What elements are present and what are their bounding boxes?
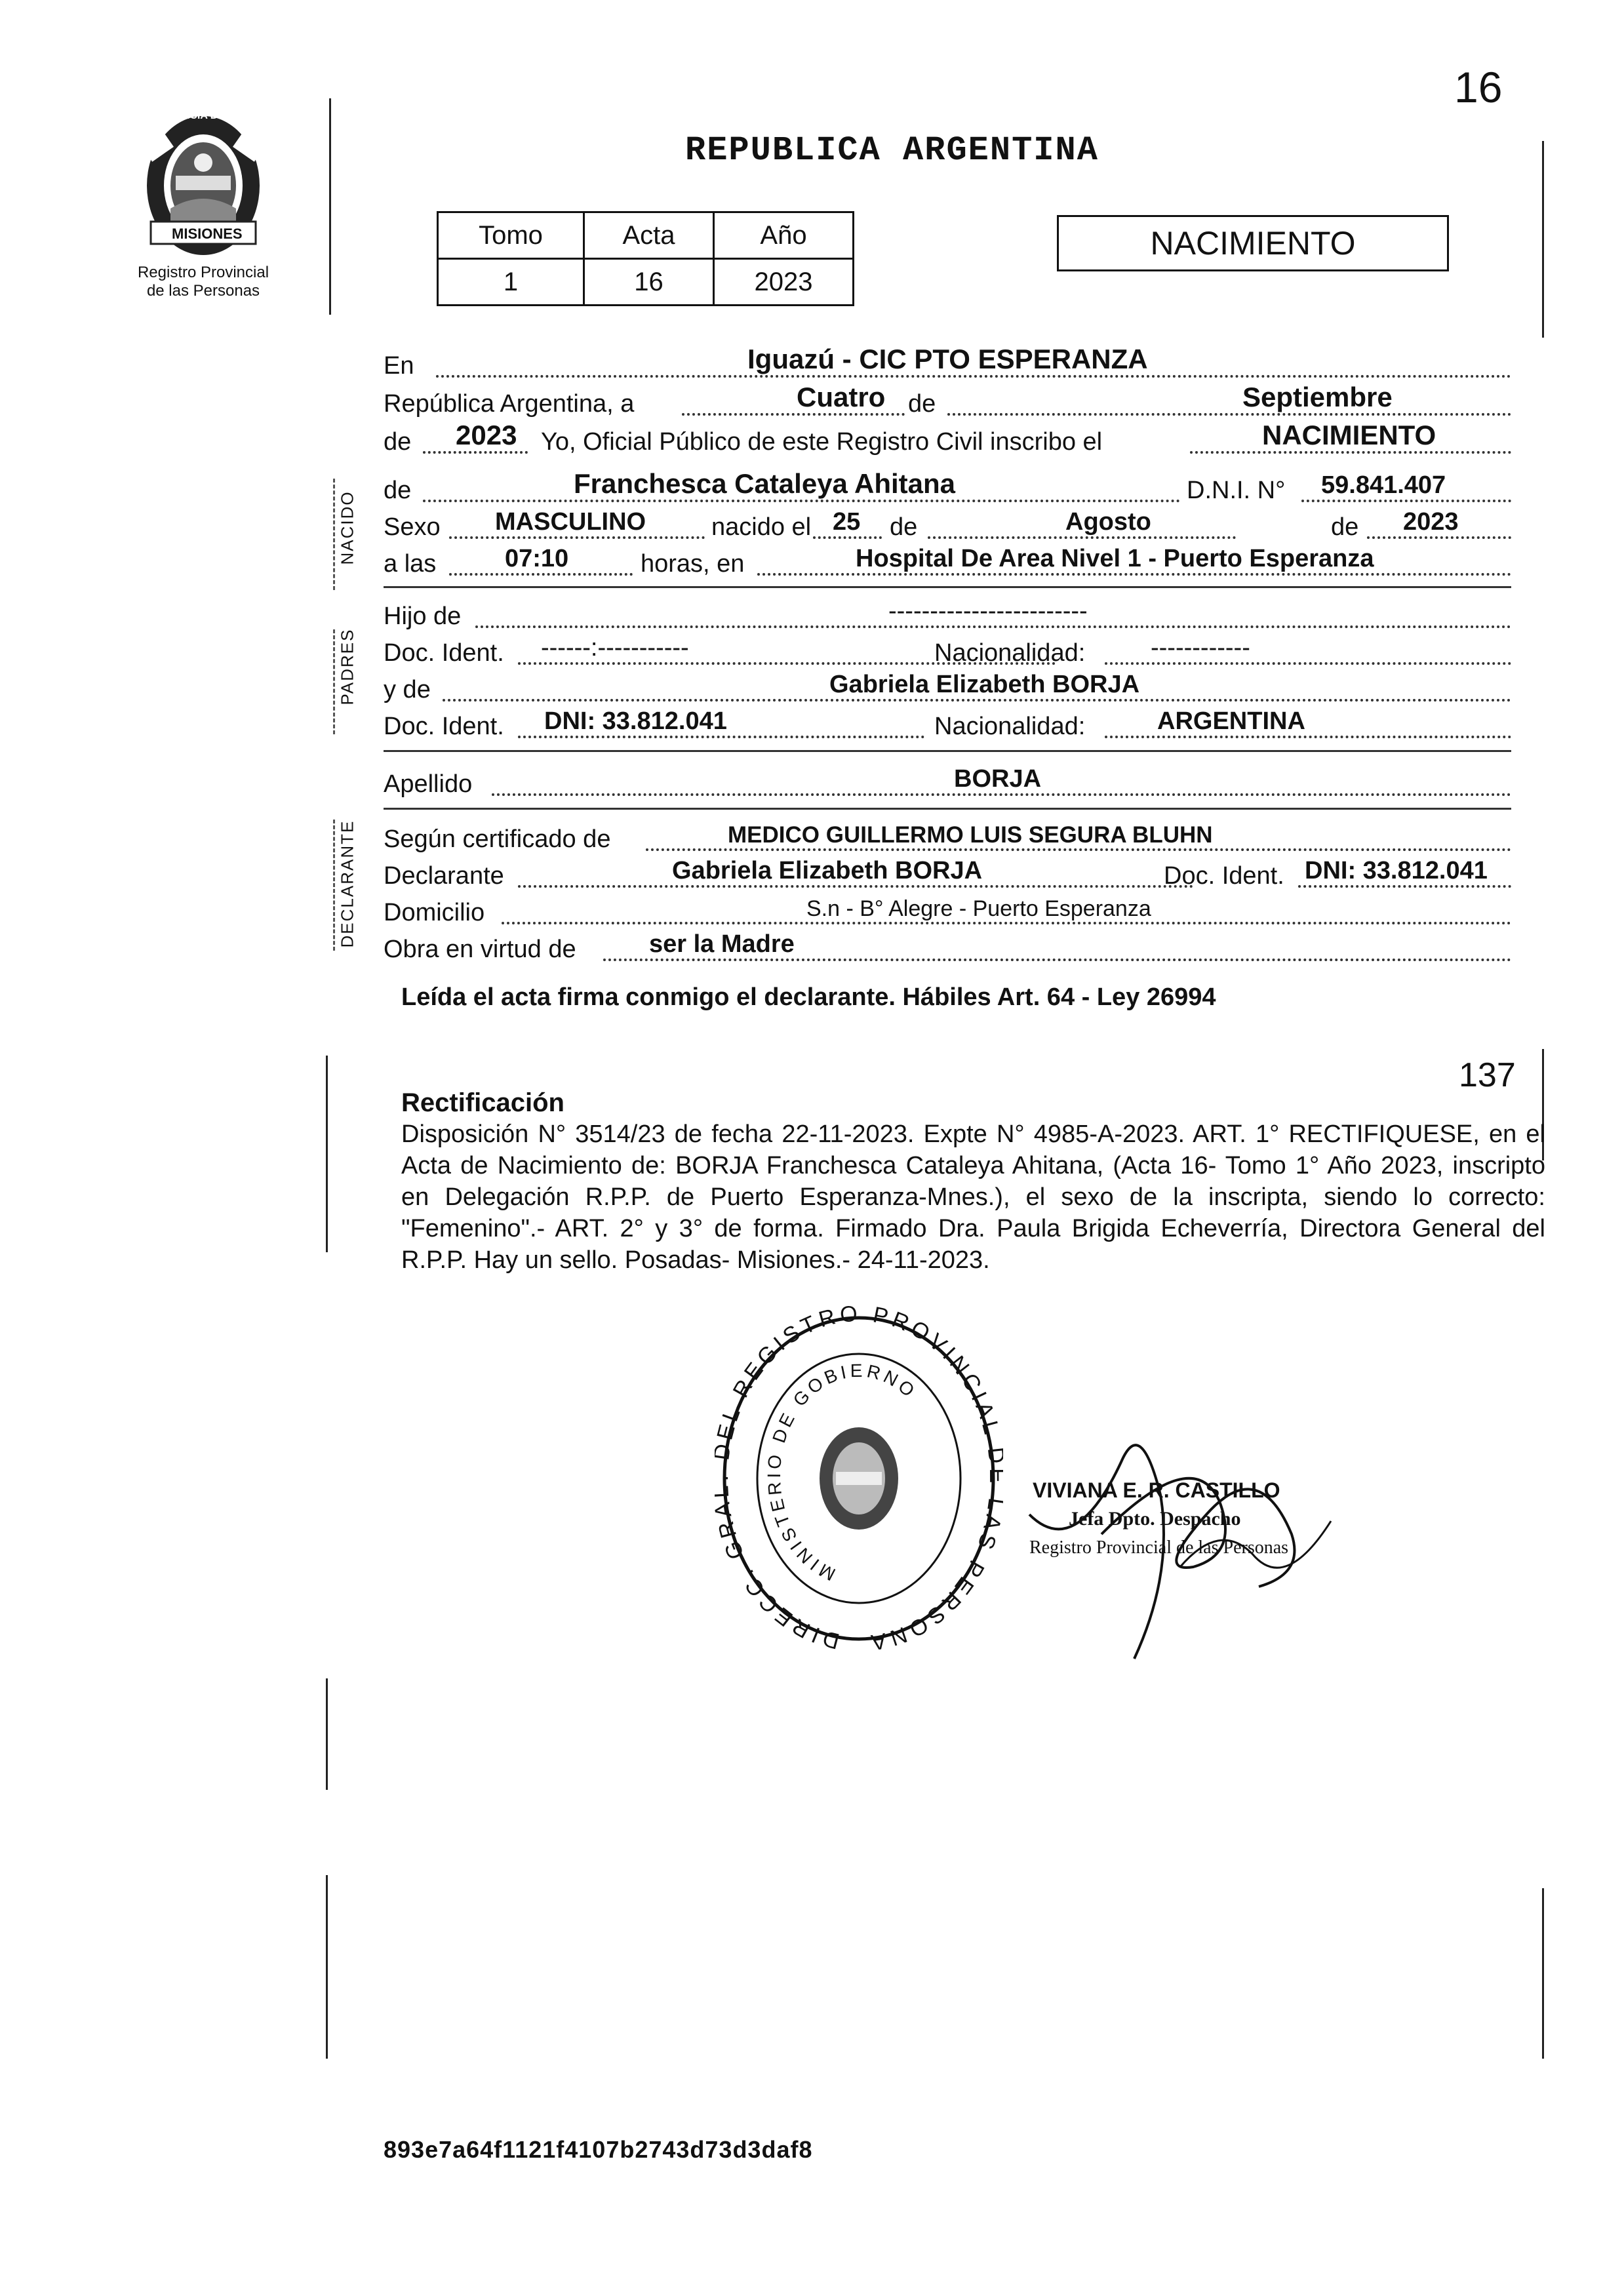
label-hijo-de: Hijo de [384,603,462,630]
value-birth-place: Hospital De Area Nivel 1 - Puerto Esperanza [856,545,1374,572]
dotted-line [1298,885,1511,888]
table-value-anio: 2023 [714,259,854,306]
official-seal [715,1305,1003,1652]
label-nacionalidad: Nacionalidad: [934,713,1086,740]
value-birth-month: Agosto [1065,508,1151,536]
label-declarante: Declarante [384,862,504,890]
dotted-line [436,375,1511,378]
label-doc-ident: Doc. Ident. [384,639,504,667]
signature-scribble [1023,1403,1364,1665]
registry-reference-table [437,211,854,306]
row-nombre [384,468,1511,506]
dotted-line [502,922,1511,924]
document-type-box: NACIMIENTO [1057,215,1449,271]
value-father-doc: ------:----------- [541,634,689,662]
side-label-padres: PADRES [337,628,357,705]
label-certificado: Según certificado de [384,825,611,853]
section-divider [384,750,1511,752]
value-certifying-doctor: MEDICO GUILLERMO LUIS SEGURA BLUHN [728,822,1213,848]
dotted-line [682,413,905,416]
side-marker-padres [333,629,335,734]
dotted-line [449,536,705,539]
rectification-body: Disposición N° 3514/23 de fecha 22-11-2023. Expte N° 4985-A-2023. ART. 1° RECTIFIQUESE, en el Acta de Nacimiento de: BORJA Franchesca Cataleya Ahitana, (Acta 16- Tomo 1° Año 2023, inscripto en Delegación R.P.P. de Puerto Esperanza-Mnes.), el sexo de la inscripta, siendo lo correcto: "Femenino".- ART. 2° y 3° de forma. Firmado Dra. Paula Brigida Echeverría, Directora General del R.P.P. Hay un sello. Posadas- Misiones.- 24-11-2023. [401,1120,1545,1274]
dotted-line [475,625,1511,628]
value-act-type: NACIMIENTO [1262,420,1436,450]
logo-caption [105,264,302,300]
dotted-line [1367,536,1511,539]
value-father-nationality: ------------ [1151,634,1250,662]
label-horas-en: horas, en [641,550,745,578]
margin-line-right-top [1542,141,1544,338]
margin-line-left-middle [326,1056,328,1252]
row-domicilio [384,896,1511,928]
side-marker-nacido [333,479,335,590]
value-father-name: ------------------------ [888,597,1088,625]
signatory-role: Jefa Dpto. Despacho [1069,1508,1241,1530]
value-mother-nationality: ARGENTINA [1157,707,1305,735]
dotted-line [1190,451,1511,454]
signatory-name: VIVIANA E. R. CASTILLO [1033,1478,1280,1502]
value-declarant-name: Gabriela Elizabeth BORJA [672,857,983,884]
annotation-number: 137 [1459,1056,1516,1094]
side-label-declarante: DECLARANTE [337,820,357,948]
dotted-line [646,848,1511,851]
logo-ring-bottom: MISIONES [172,226,243,242]
side-label-nacido: NACIDO [337,490,357,565]
table-header-tomo: Tomo [438,212,584,259]
label-nacido-el: nacido el [711,513,812,541]
dotted-line [443,699,1511,702]
margin-line-left-top [329,98,331,315]
row-declarante [384,859,1511,892]
row-doc2 [384,709,1511,742]
value-mother-name: Gabriela Elizabeth BORJA [829,671,1140,698]
dotted-line [813,536,882,539]
label-de: de [384,477,412,504]
value-child-dni: 59.841.407 [1321,471,1446,499]
value-locality: Iguazú - CIC PTO ESPERANZA [747,344,1148,374]
row-hora [384,547,1511,580]
value-month-registration: Septiembre [1242,382,1393,412]
margin-line-left-bottom [326,1875,328,2059]
signatory-office: Registro Provincial de las Personas [1029,1537,1289,1558]
label-sexo: Sexo [384,513,441,541]
row-hijo [384,599,1511,632]
value-address: S.n - B° Alegre - Puerto Esperanza [806,896,1151,921]
label-de: de [384,428,412,456]
dotted-line [423,500,1180,502]
value-day-written: Cuatro [797,382,886,412]
row-y-de [384,673,1511,705]
label-apellido: Apellido [384,770,473,798]
row-obra [384,932,1511,965]
dotted-line [1105,736,1511,738]
dotted-line [757,573,1511,576]
label-de: de [1331,513,1359,541]
closing-statement: Leída el acta firma conmigo el declarante. Hábiles Art. 64 - Ley 26994 [401,983,1216,1011]
label-a-las: a las [384,550,437,578]
row-doc1 [384,636,1511,669]
value-surname: BORJA [954,765,1042,793]
label-oficial: Yo, Oficial Público de este Registro Civil inscribo el [541,428,1103,456]
row-anio [384,420,1511,458]
dotted-line [928,536,1236,539]
label-doc-ident: Doc. Ident. [384,713,504,740]
label-republica: República Argentina, a [384,390,635,418]
page-title: REPUBLICA ARGENTINA [685,131,1099,170]
logo-ring-top: PROVINCIA DE [149,110,225,121]
dotted-line [603,959,1511,961]
dotted-line [1301,500,1511,502]
value-declarant-doc: DNI: 33.812.041 [1305,857,1488,884]
page-number: 16 [1454,63,1503,111]
table-header-acta: Acta [584,212,714,259]
table-value-tomo: 1 [438,259,584,306]
value-year-registration: 2023 [456,420,517,450]
row-apellido [384,767,1511,800]
label-doc-ident: Doc. Ident. [1164,862,1284,890]
label-de: de [890,513,918,541]
margin-line-left-lower [326,1678,328,1790]
seal-inner-text: MINISTERIO DE GOBIERNO [763,1360,921,1585]
dotted-line [449,573,633,576]
label-en: En [384,352,414,380]
seal-outer-text: DIRECC. GR EL REGISTRO PROVINCIAL S PERSONA [715,1305,1003,1652]
logo-caption-line2: de las Personas [146,281,260,300]
label-nacionalidad: Nacionalidad: [934,639,1086,667]
document-hash: 893e7a64f1121f4107b2743d73d3daf8 [384,2136,813,2163]
dotted-line [1105,662,1511,665]
side-marker-declarante [333,820,335,951]
label-dni: D.N.I. N° [1187,477,1286,504]
value-child-name: Franchesca Cataleya Ahitana [574,468,956,499]
rectification-title: Rectificación [401,1088,564,1117]
section-divider [384,586,1511,588]
table-value-acta: 16 [584,259,714,306]
dotted-line [492,793,1511,796]
dotted-line [947,413,1511,416]
label-y-de: y de [384,676,431,703]
label-obra: Obra en virtud de [384,936,576,963]
section-divider [384,808,1511,810]
table-header-anio: Año [714,212,854,259]
value-mother-doc: DNI: 33.812.041 [544,707,727,735]
value-birth-day: 25 [833,508,861,536]
value-birth-time: 07:10 [505,545,569,572]
row-en [384,344,1511,382]
margin-line-right-bottom [1542,1888,1544,2059]
label-de: de [908,390,936,418]
logo-caption-line1: Registro Provincial [137,264,269,281]
row-republica [384,382,1511,420]
value-relationship: ser la Madre [649,930,795,958]
row-sexo [384,510,1511,543]
row-certificado [384,822,1511,855]
dotted-line [423,451,528,454]
dotted-line [518,736,924,738]
dotted-line [518,885,1193,888]
value-birth-year: 2023 [1403,508,1459,536]
value-sexo: MASCULINO [495,508,646,536]
label-domicilio: Domicilio [384,899,485,926]
